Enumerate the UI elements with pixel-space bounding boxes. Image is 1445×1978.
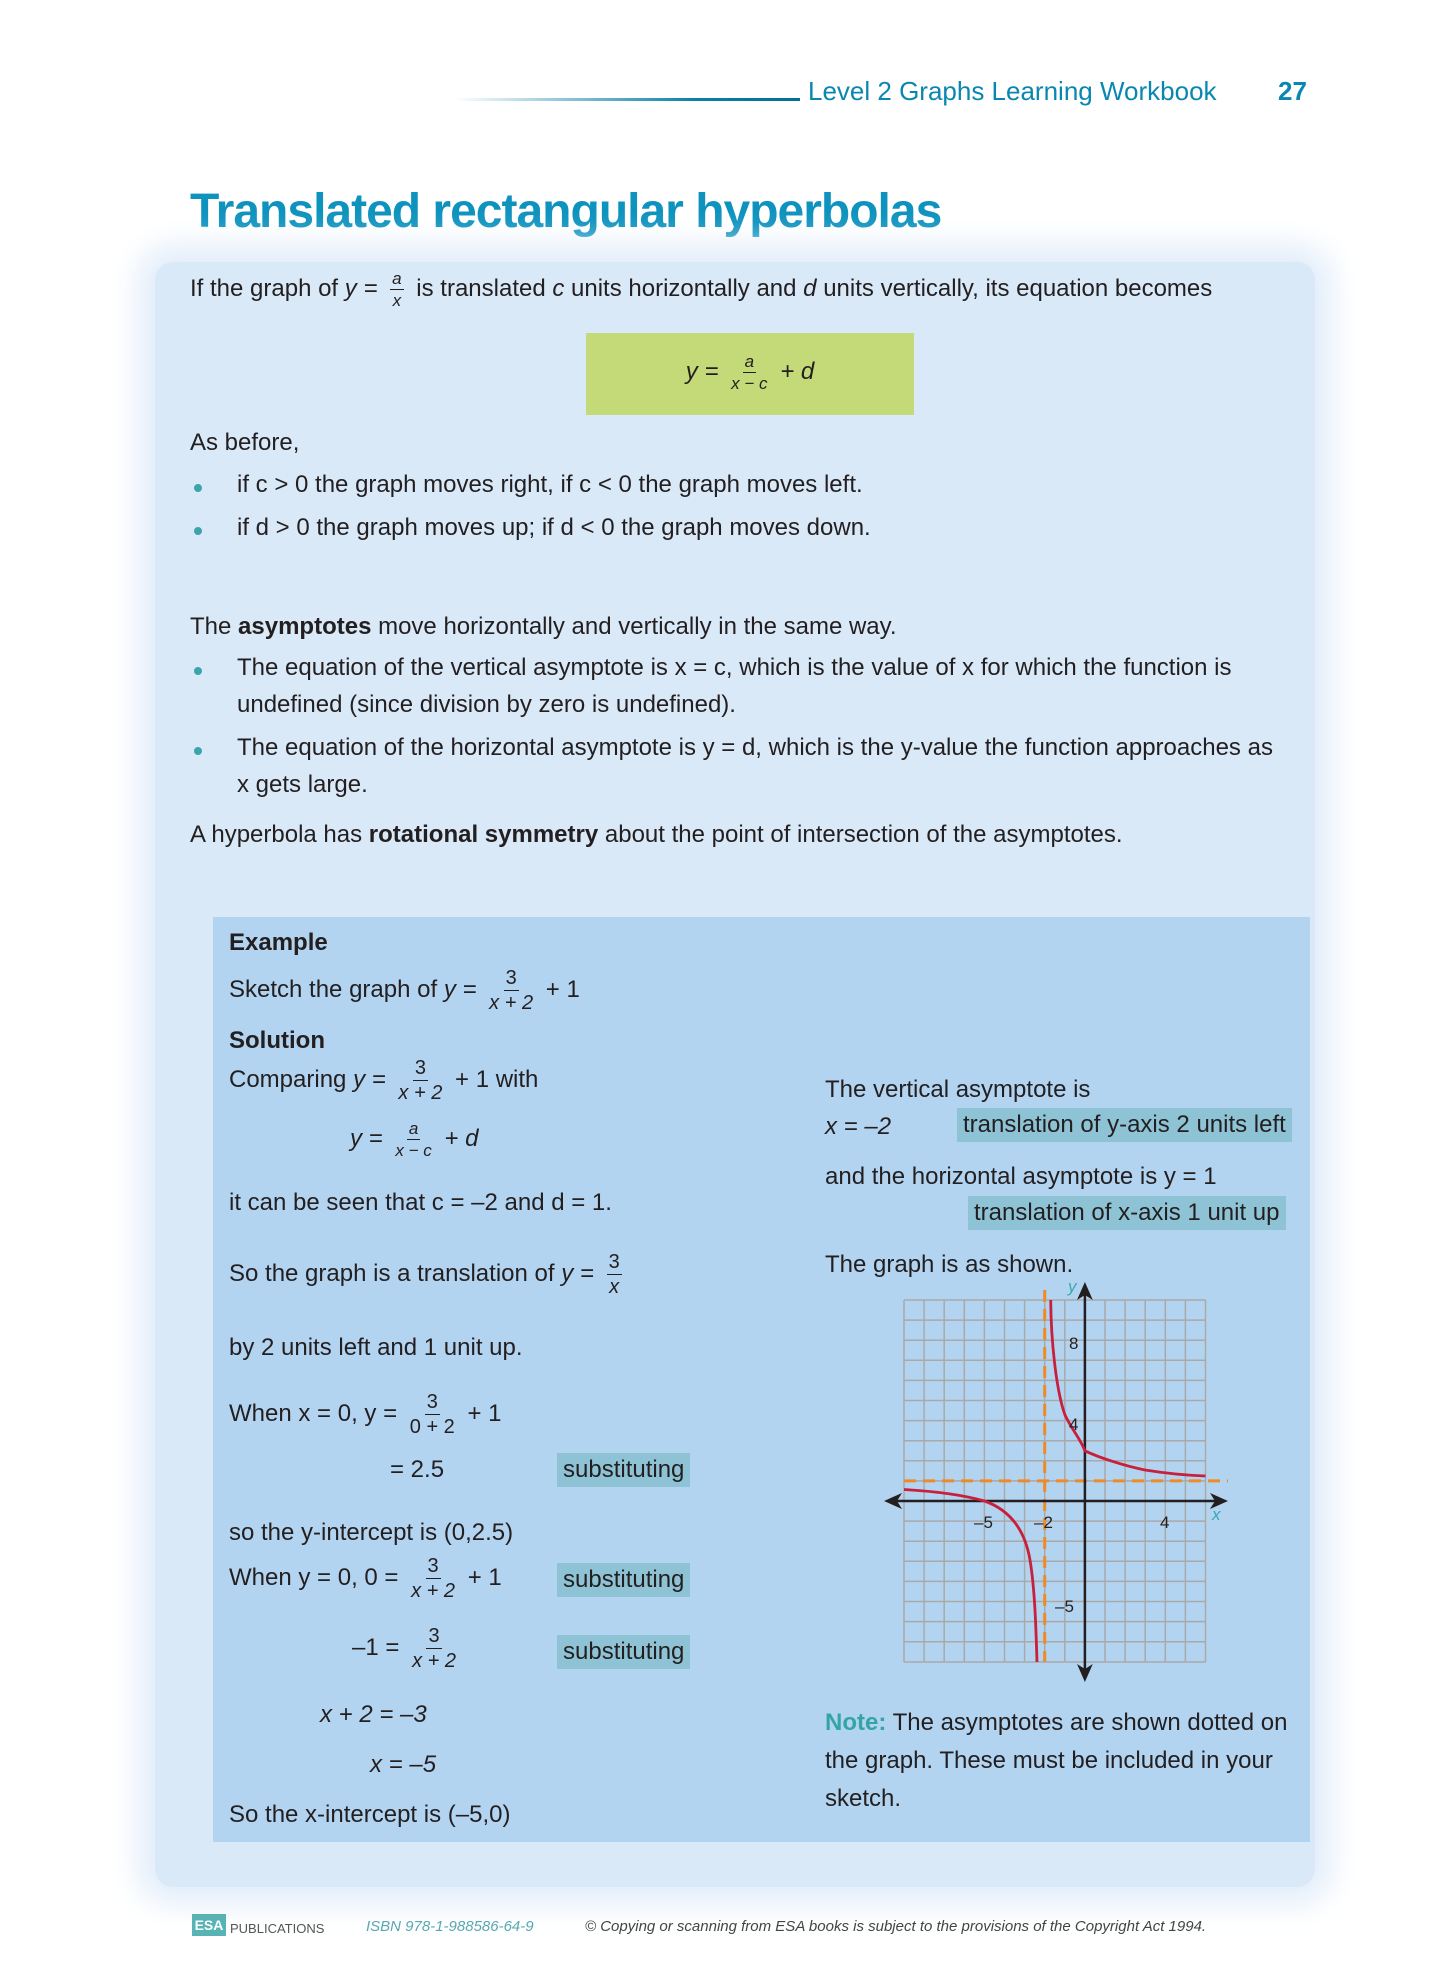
header-rule (455, 98, 800, 101)
asymptotes-lead: The asymptotes move horizontally and vertically in the same way. (190, 613, 897, 640)
when-x0-line: When x = 0, y = $\frac{3}{0 + 2}$ + 1 (229, 1391, 502, 1438)
y-tick-4: 4 (1069, 1415, 1079, 1434)
when-y0-line: When y = 0, 0 = $\frac{3}{x + 2}$ + 1 (229, 1555, 502, 1602)
example-heading: Example (229, 929, 328, 956)
fraction: $\frac{a}{x}$ (392, 269, 402, 310)
horizontal-asymptote-lead: and the horizontal asymptote is y = 1 (825, 1163, 1217, 1190)
y-intercept-line: so the y-intercept is (0,2.5) (229, 1519, 514, 1546)
bullet-text-cont: undefined (since division by zero is undefined). (237, 691, 736, 718)
comparing-line: Comparing y = $\frac{3}{x + 2}$ + 1 with (229, 1057, 539, 1104)
copyright-notice: © Copying or scanning from ESA books is subject to the provisions of the Copyright Act 1994. (585, 1918, 1207, 1935)
vertical-asymptote-tag: translation of y-axis 2 units left (957, 1108, 1292, 1142)
vertical-asymptote-eq: x = –2 (825, 1113, 892, 1140)
x-tick-4: 4 (1160, 1513, 1170, 1532)
bullet-icon (194, 470, 202, 500)
bullet-icon (194, 653, 202, 683)
substituting-tag: substituting (557, 1635, 690, 1669)
note-line-1: Note: The asymptotes are shown dotted on (825, 1709, 1288, 1736)
book-title: Level 2 Graphs Learning Workbook (808, 76, 1217, 106)
bullet-text: The equation of the vertical asymptote is x = c, which is the value of x for which the function is (237, 654, 1232, 681)
right-branch (1051, 1300, 1206, 1476)
bullet-icon (194, 733, 202, 763)
page-title: Translated rectangular hyperbolas (190, 185, 942, 238)
result-2-5: = 2.5 (390, 1456, 445, 1483)
graph-intro: The graph is as shown. (825, 1251, 1074, 1278)
bullet-text: if d > 0 the graph moves up; if d < 0 the graph moves down. (237, 514, 871, 541)
seen-that-line: it can be seen that c = –2 and d = 1. (229, 1189, 612, 1216)
symmetry-line: A hyperbola has rotational symmetry about the point of intersection of the asymptotes. (190, 821, 1123, 848)
intro-line: If the graph of y = $\frac{a}{x}$ is translated c units horizontally and d units vertically, its equation becomes (190, 269, 1213, 310)
y-tick-8: 8 (1069, 1334, 1079, 1353)
substituting-tag: substituting (557, 1453, 690, 1487)
substituting-tag: substituting (557, 1563, 690, 1597)
step-x: x = –5 (370, 1751, 437, 1778)
example-prompt: Sketch the graph of y = $\frac{3}{x + 2}$ + 1 (229, 967, 580, 1014)
bullet-text: if c > 0 the graph moves right, if c < 0 the graph moves left. (237, 471, 863, 498)
x-tick-minus2: –2 (1034, 1513, 1053, 1532)
x-intercept-line: So the x-intercept is (–5,0) (229, 1801, 511, 1828)
note-line-3: sketch. (825, 1785, 902, 1812)
bullet-text: The equation of the horizontal asymptote is y = d, which is the y-value the function approaches as (237, 734, 1273, 761)
key-formula-box (586, 333, 914, 415)
hyperbola-graph (880, 1280, 1250, 1705)
translation-line: So the graph is a translation of y = $\frac{3}{x}$ (229, 1251, 620, 1298)
x-tick-minus5: –5 (974, 1513, 993, 1532)
y-axis-label: y (1068, 1280, 1077, 1296)
general-form: y = $\frac{a}{x - c}$ + d (350, 1119, 479, 1160)
y-tick-minus5: –5 (1055, 1597, 1074, 1616)
as-before-lead: As before, (190, 429, 300, 456)
page-number: 27 (1278, 76, 1307, 106)
note-line-2: the graph. These must be included in your (825, 1747, 1273, 1774)
horizontal-asymptote-tag: translation of x-axis 1 unit up (968, 1196, 1286, 1230)
step-x-plus-2: x + 2 = –3 (320, 1701, 427, 1728)
vertical-asymptote-lead: The vertical asymptote is (825, 1076, 1091, 1103)
neg1-line: –1 = $\frac{3}{x + 2}$ (352, 1625, 456, 1672)
bullet-text-cont: x gets large. (237, 771, 368, 798)
solution-heading: Solution (229, 1027, 325, 1054)
bullet-icon (194, 513, 202, 543)
x-axis-label: x (1212, 1505, 1221, 1524)
translation-line-2: by 2 units left and 1 unit up. (229, 1334, 523, 1361)
esa-logo: ESA (192, 1914, 226, 1936)
isbn: ISBN 978-1-988586-64-9 (366, 1918, 534, 1935)
key-formula: y = $\frac{a}{x - c}$ + d (685, 352, 815, 393)
publisher-name: PUBLICATIONS (230, 1921, 325, 1936)
